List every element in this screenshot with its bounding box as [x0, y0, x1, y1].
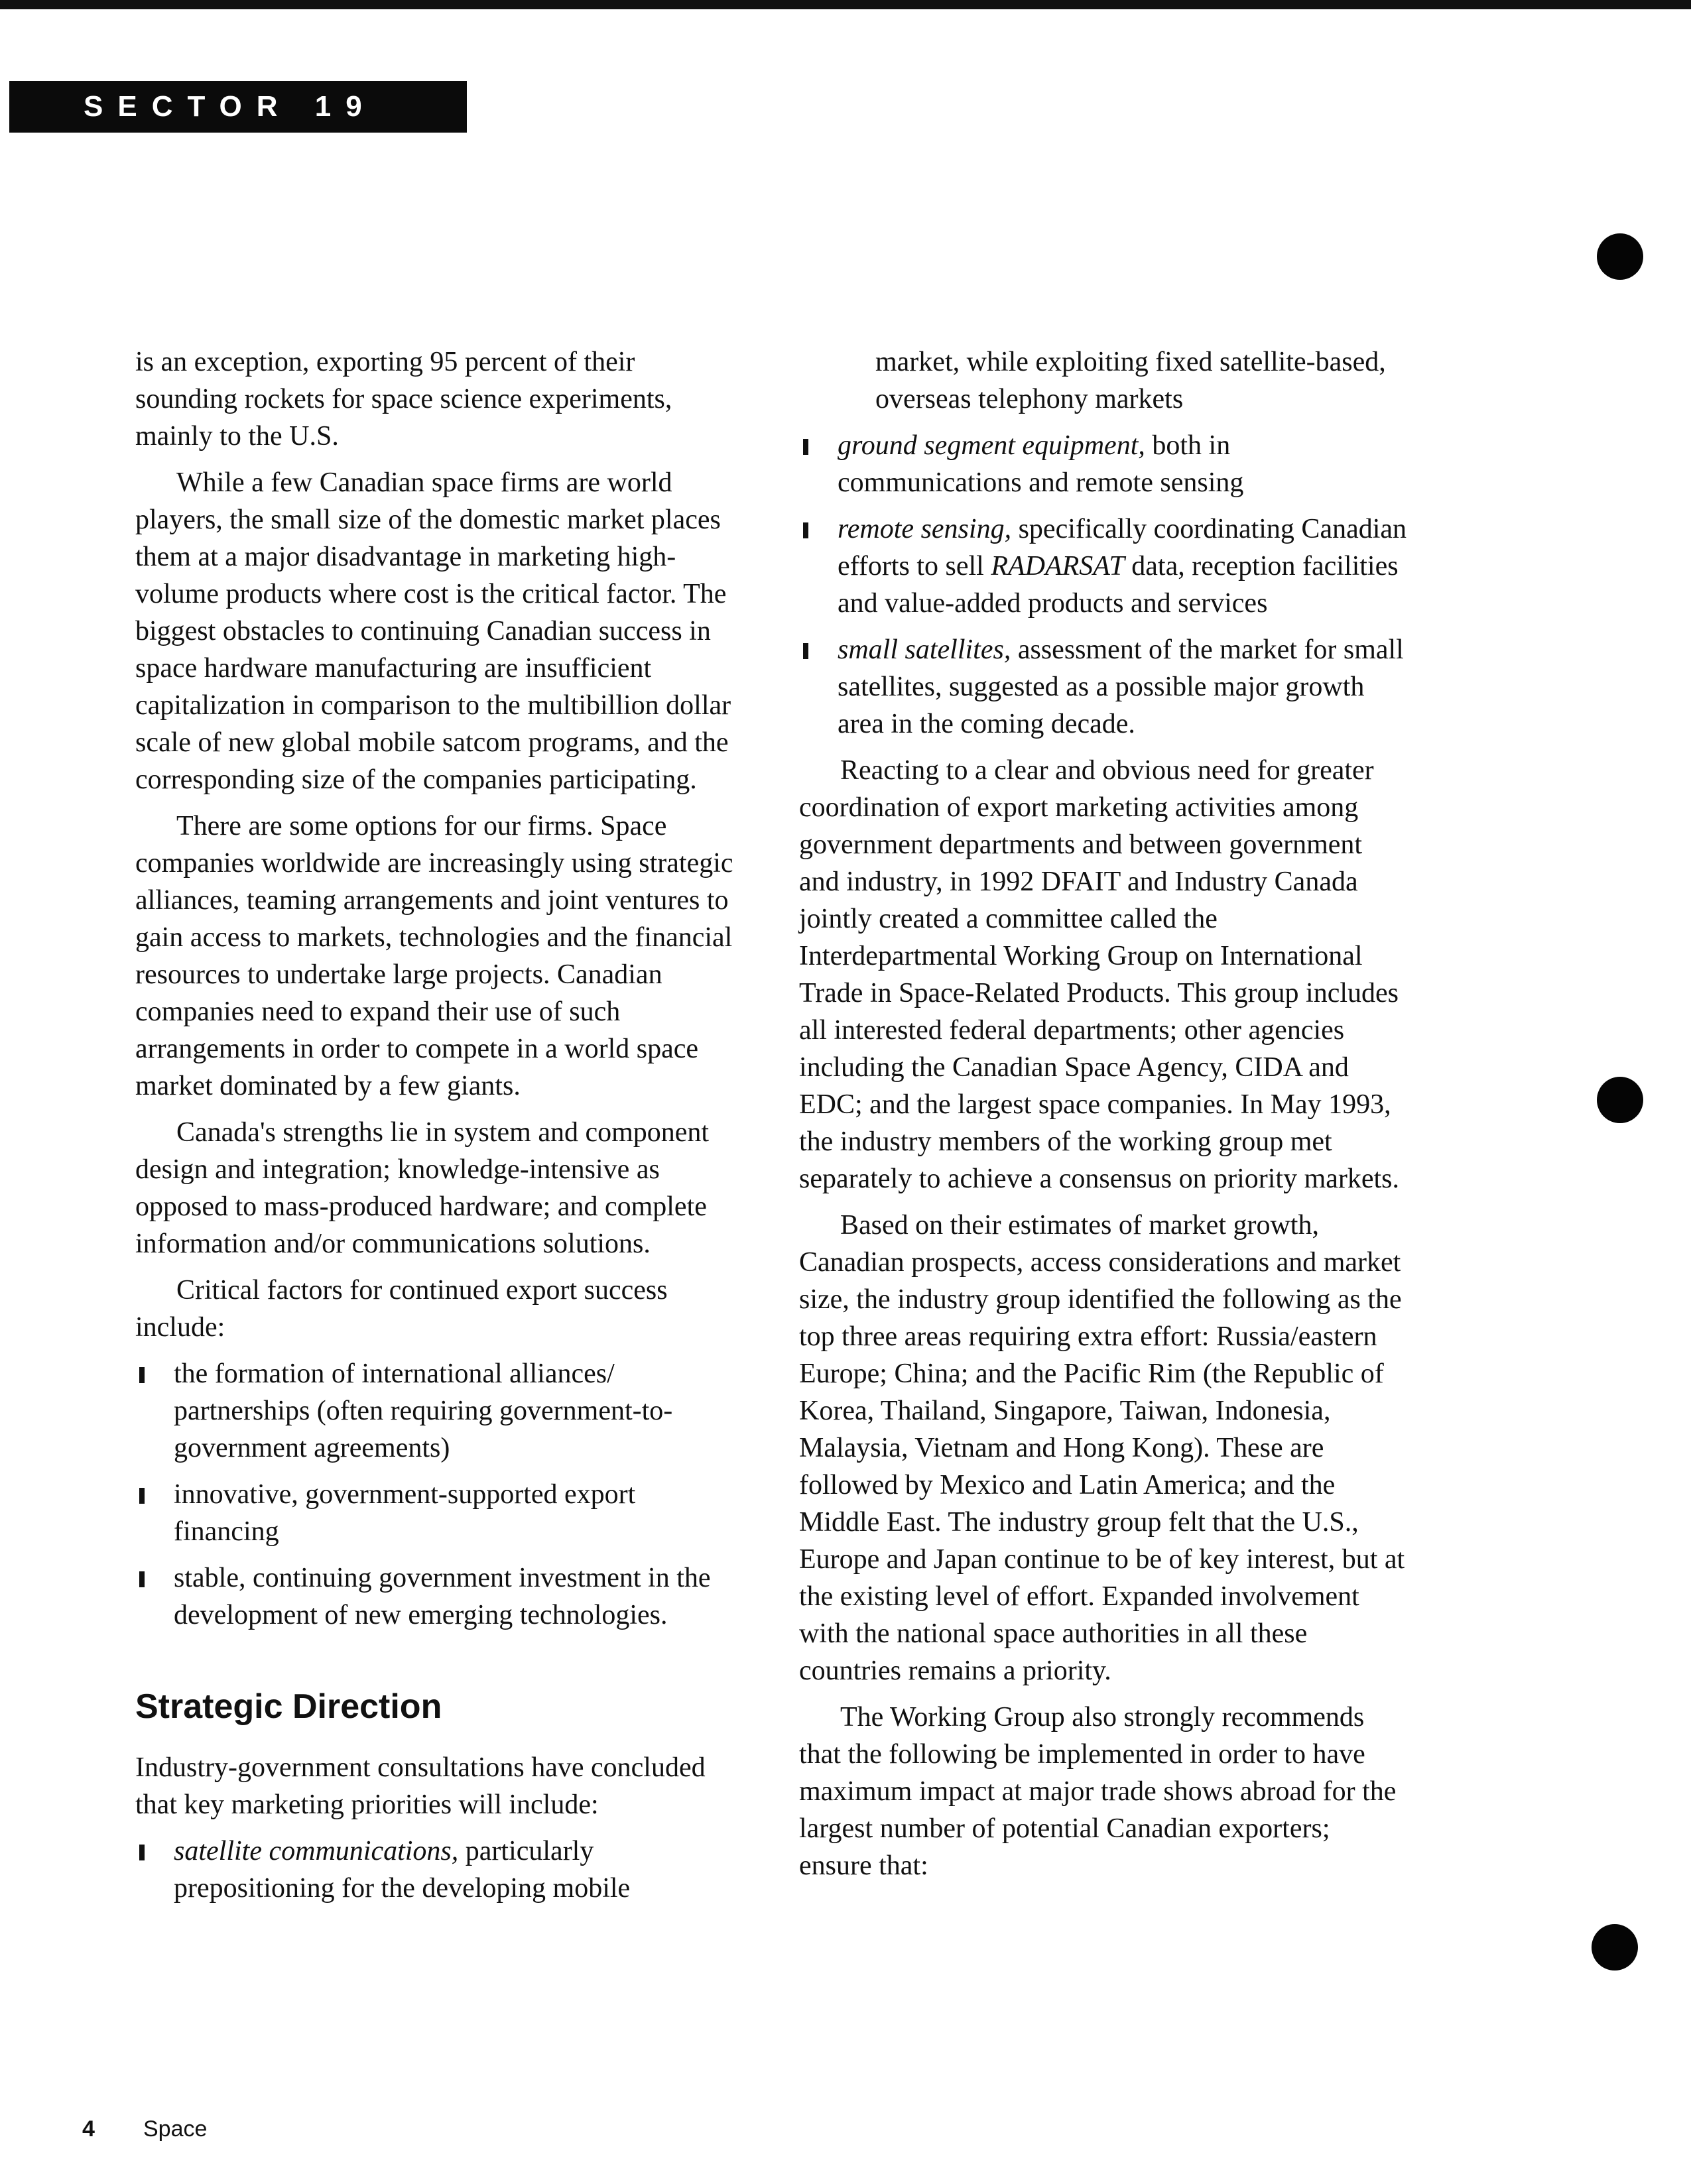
list-item-text: particularly prepositioning for the developing mobile — [174, 1836, 631, 1904]
list-item — [799, 631, 1409, 743]
list-item: innovative, government-supported export financing — [135, 1476, 739, 1550]
punch-hole-middle — [1597, 1077, 1643, 1123]
priority-list — [135, 1833, 739, 1907]
paragraph: Industry-government consultations have concluded that key marketing priorities will include: — [135, 1752, 706, 1820]
paragraph: is an exception, exporting 95 percent of their sounding rockets for space science experiments, mainly to the U.S. — [135, 347, 672, 452]
list-item: stable, continuing government investment in the development of new emerging technologies. — [135, 1559, 739, 1634]
list-item-text: data, reception facilities and value-added products and services — [838, 551, 1399, 619]
list-item — [799, 511, 1409, 622]
punch-hole-bottom — [1592, 1924, 1638, 1971]
list-item-text: specifically coordinating Canadian efforts to sell — [838, 514, 1407, 581]
page-footer — [82, 2116, 207, 2142]
priority-list-continued — [799, 427, 1409, 743]
paragraph: Canada's strengths lie in system and component design and integration; knowledge-intensive as opposed to mass-produced hardware; and complete information and/or communications solutions. — [135, 1117, 710, 1259]
paragraph: The Working Group also strongly recommends that the following be implemented in order to have maximum impact at major trade shows abroad for the largest number of potential Canadian exporters; ensure that: — [799, 1702, 1397, 1881]
list-item-text: assessment of the market for small satellites, suggested as a possible major growth area in the coming decade. — [838, 635, 1404, 739]
factor-list — [135, 1355, 739, 1634]
page-number: 4 — [82, 2116, 95, 2142]
list-item-term: satellite communications, — [174, 1836, 459, 1866]
punch-hole-top — [1597, 233, 1643, 280]
paragraph: Reacting to a clear and obvious need for greater coordination of export marketing activities among government departments and between government and industry, in 1992 DFAIT and Industry Canada jointly created a committee called the Interdepartmental Working Group on International Trade in Space-Related Products. This group includes all interested federal departments; other agencies including the Canadian Space Agency, CIDA and EDC; and the largest space companies. In May 1993, the industry members of the working group met separately to achieve a consensus on priority markets. — [799, 755, 1400, 1194]
list-item — [135, 1833, 739, 1907]
right-column — [799, 343, 1409, 1894]
list-item-continuation: market, while exploiting fixed satellite-based, overseas telephony markets — [875, 347, 1386, 414]
paragraph: There are some options for our firms. Space companies worldwide are increasingly using strategic alliances, teaming arrangements and joint ventures to gain access to markets, technologies and the financial resources to undertake large projects. Canadian companies need to expand their use of such arrangements in order to compete in a world space market dominated by a few giants. — [135, 811, 733, 1101]
top-rule — [0, 0, 1691, 9]
list-item-emphasis: RADARSAT — [991, 551, 1125, 581]
left-column — [135, 343, 739, 1916]
list-item-term: small satellites, — [838, 635, 1011, 665]
sector-tab — [9, 81, 467, 133]
section-heading: Strategic Direction — [135, 1687, 442, 1726]
footer-title: Space — [143, 2116, 208, 2142]
sector-label: SECTOR 19 — [84, 90, 377, 123]
list-item-text: both in communications and remote sensing — [838, 430, 1244, 498]
list-item — [799, 427, 1409, 501]
list-item-term: ground segment equipment, — [838, 430, 1145, 461]
paragraph: While a few Canadian space firms are world players, the small size of the domestic market places them at a major disadvantage in marketing high-volume products where cost is the critical factor. The biggest obstacles to continuing Canadian success in space hardware manufacturing are insufficient capitalization in comparison to the multibillion dollar scale of new global mobile satcom programs, and the corresponding size of the companies participating. — [135, 467, 731, 795]
list-item-term: remote sensing, — [838, 514, 1012, 544]
list-item: the formation of international alliances/ partnerships (often requiring government-to-government agreements) — [135, 1355, 739, 1467]
paragraph: Critical factors for continued export success include: — [135, 1275, 668, 1343]
paragraph: Based on their estimates of market growth, Canadian prospects, access considerations and market size, the industry group identified the following as the top three areas requiring extra effort: Russia/eastern Europe; China; and the Pacific Rim (the Republic of Korea, Thailand, Singapore, Taiwan, Indonesia, Malaysia, Vietnam and Hong Kong). These are followed by Mexico and Latin America; and the Middle East. The industry group felt that the U.S., Europe and Japan continue to be of key interest, but at the existing level of effort. Expanded involvement with the national space authorities in all these countries remains a priority. — [799, 1210, 1405, 1686]
